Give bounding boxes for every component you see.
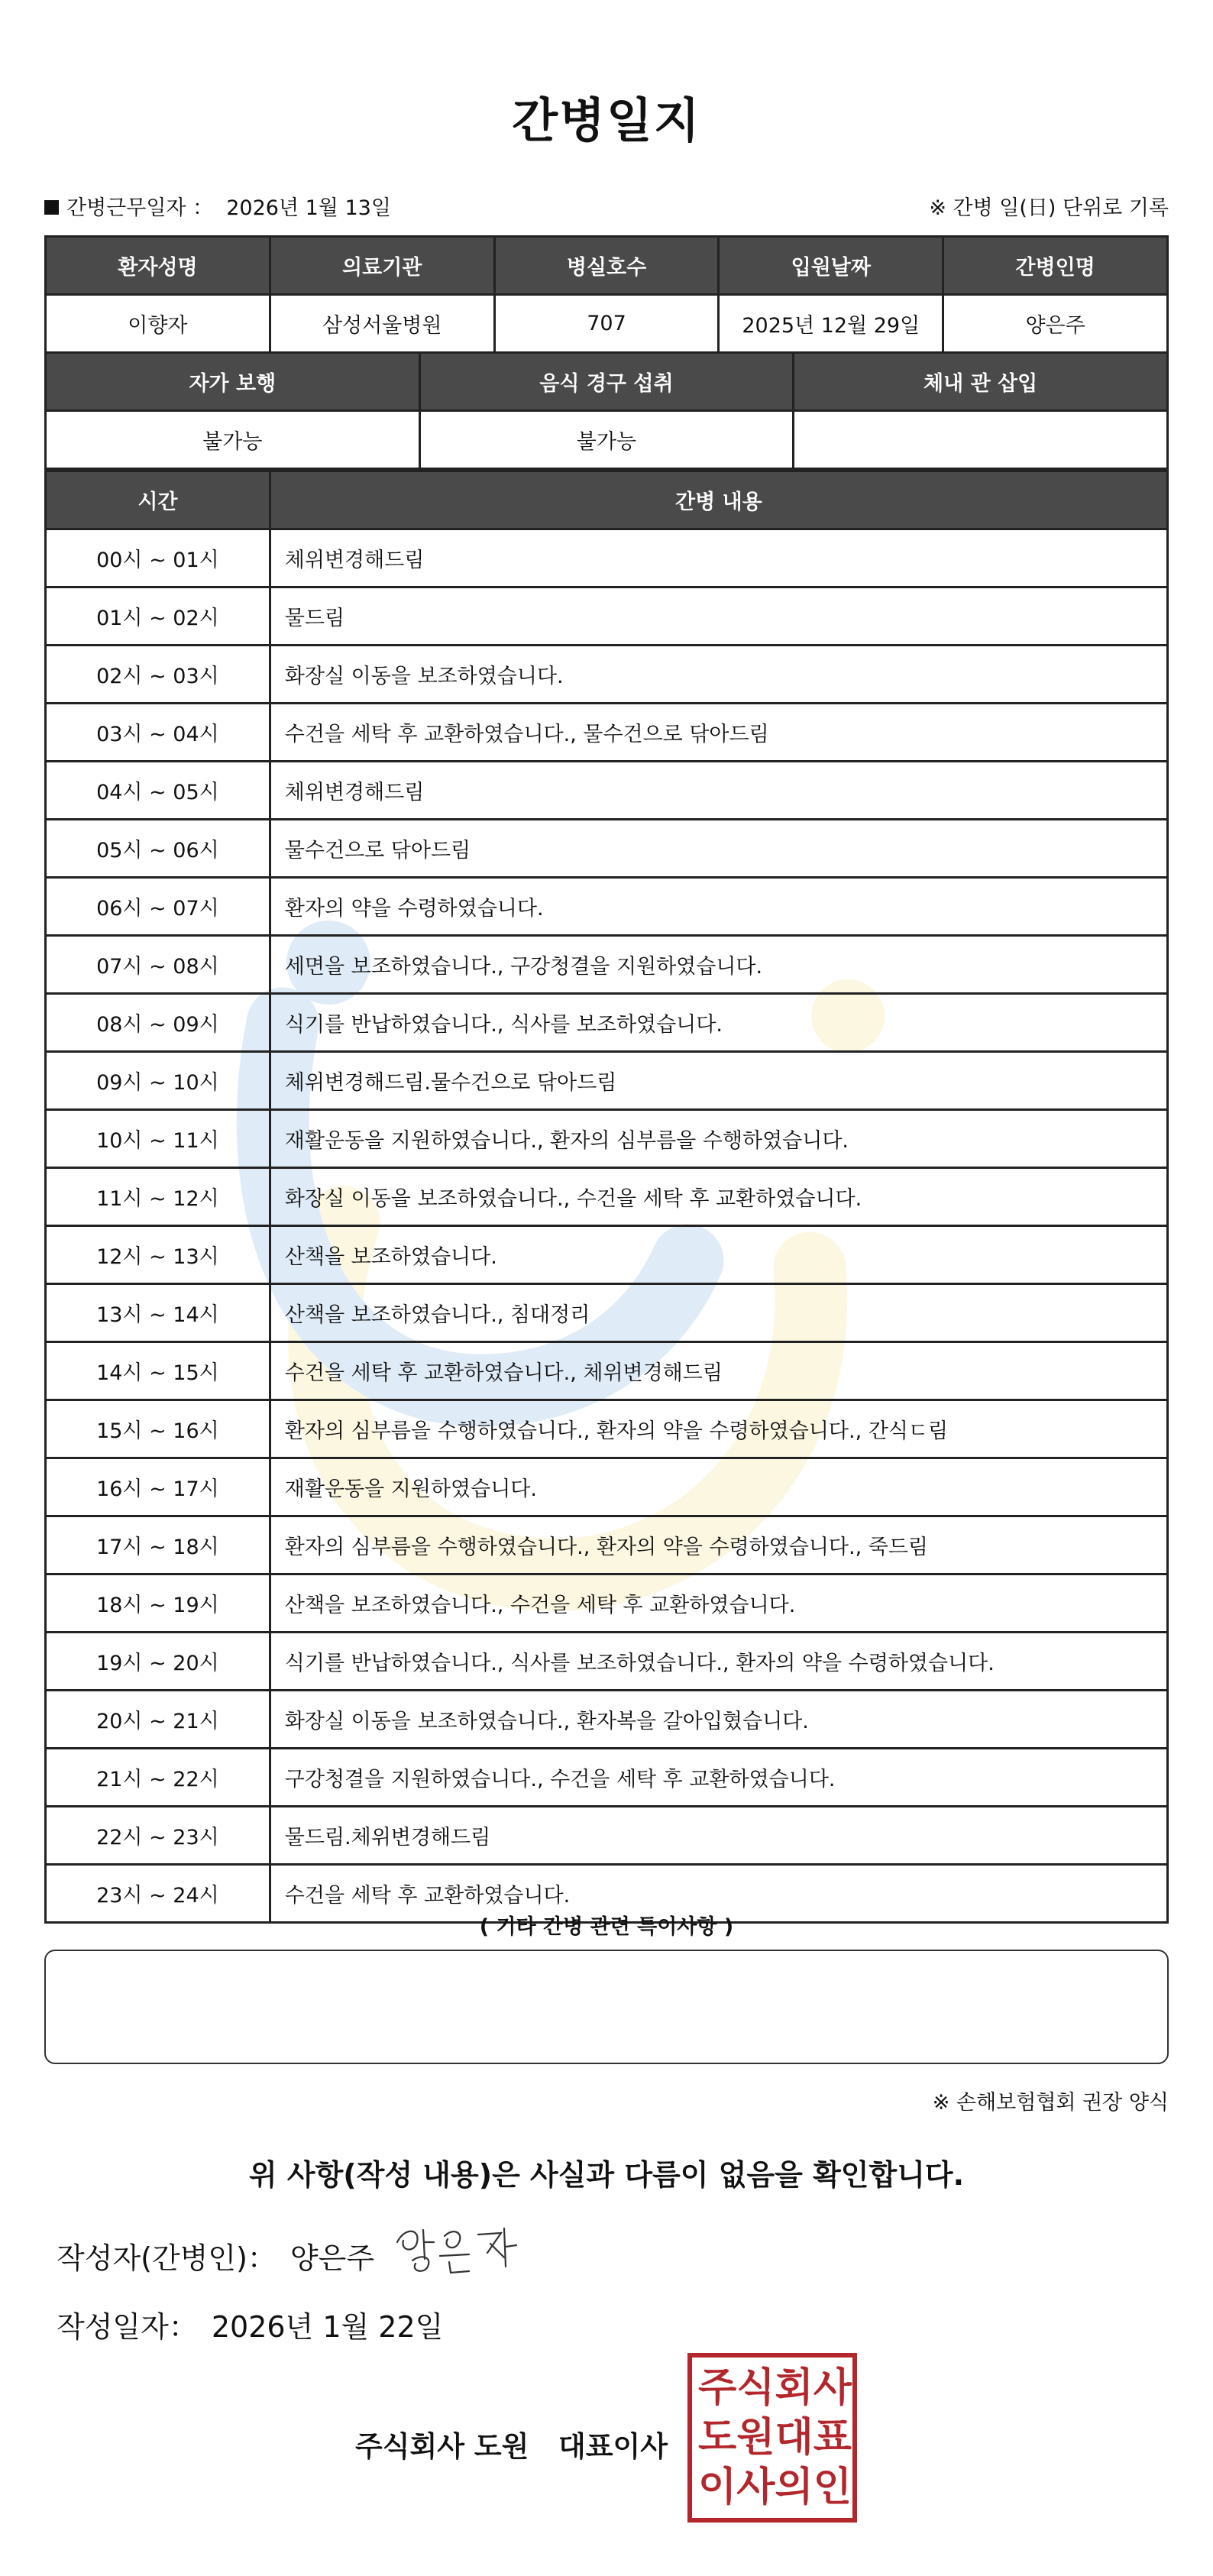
care-content: 체위변경해드림: [270, 529, 1167, 587]
care-content: 산책을 보조하였습니다.: [270, 1226, 1167, 1284]
header-hospital: 의료기관: [270, 237, 494, 295]
time-slot: 14시 ~ 15시: [46, 1342, 270, 1400]
seal-char: 주: [698, 2365, 737, 2412]
time-slot: 19시 ~ 20시: [46, 1633, 270, 1691]
status-value-row: [46, 411, 1168, 469]
table-row: [46, 1342, 1168, 1400]
care-content: 화장실 이동을 보조하였습니다.: [270, 646, 1167, 704]
care-content: 환자의 약을 수령하였습니다.: [270, 878, 1167, 936]
care-log-header-row: [46, 471, 1168, 529]
writer-name: 양은주: [290, 2241, 375, 2275]
record-note: ※ 간병 일(日) 단위로 기록: [929, 196, 1169, 220]
square-bullet-icon: [44, 200, 59, 215]
table-row: [46, 878, 1168, 936]
header-oral-intake: 음식 경구 섭취: [419, 353, 794, 411]
notes-title: ( 기타 간병 관련 특이사항 ): [479, 1915, 734, 1939]
time-slot: 08시 ~ 09시: [46, 994, 270, 1052]
header-time: 시간: [46, 471, 270, 529]
work-date: [44, 191, 391, 221]
header-self-walking: 자가 보행: [46, 353, 420, 411]
header-care-content: 간병 내용: [270, 471, 1167, 529]
meta-row: [44, 191, 1169, 222]
patient-status-table: [44, 351, 1169, 470]
header-tube-insertion: 체내 관 삽입: [794, 353, 1168, 411]
table-row: [46, 1691, 1168, 1749]
company-name: 주식회사 도원 대표이사: [355, 2430, 668, 2463]
work-date-label: 간병근무일자 ：: [66, 196, 214, 220]
time-slot: 10시 ~ 11시: [46, 1110, 270, 1168]
page-title: 간병일지: [512, 92, 701, 148]
care-content: 식기를 반납하였습니다., 식사를 보조하였습니다., 환자의 약을 수령하였습니다.: [270, 1633, 1167, 1691]
time-slot: 07시 ~ 08시: [46, 936, 270, 994]
status-header-row: [46, 353, 1168, 411]
table-row: [46, 1807, 1168, 1865]
table-row: [46, 1458, 1168, 1516]
table-row: [46, 1052, 1168, 1110]
care-content: 화장실 이동을 보조하였습니다., 환자복을 갈아입혔습니다.: [270, 1691, 1167, 1749]
confirmation-statement: 위 사항(작성 내용)은 사실과 다름이 없음을 확인합니다.: [248, 2158, 965, 2192]
handwritten-signature: [390, 2219, 527, 2280]
care-content: 세면을 보조하였습니다., 구강청결을 지원하였습니다.: [270, 936, 1167, 994]
table-row: [46, 587, 1168, 646]
time-slot: 15시 ~ 16시: [46, 1400, 270, 1458]
care-content: 환자의 심부름을 수행하였습니다., 환자의 약을 수령하였습니다., 죽드림: [270, 1516, 1167, 1574]
work-date-value: 2026년 1월 13일: [226, 196, 391, 220]
care-content: 체위변경해드림: [270, 762, 1167, 820]
table-row: [46, 1574, 1168, 1633]
seal-char: 회: [775, 2365, 814, 2412]
table-row: [46, 994, 1168, 1052]
care-content: 수건을 세탁 후 교환하였습니다., 물수건으로 닦아드림: [270, 704, 1167, 762]
care-content: 산책을 보조하였습니다., 침대정리: [270, 1284, 1167, 1342]
self-walking-value: 불가능: [46, 411, 420, 469]
header-caregiver-name: 간병인명: [943, 237, 1168, 295]
time-slot: 18시 ~ 19시: [46, 1574, 270, 1633]
recommendation-note: ※ 손해보험협회 권장 양식: [932, 2091, 1169, 2115]
time-slot: 21시 ~ 22시: [46, 1749, 270, 1807]
time-slot: 13시 ~ 14시: [46, 1284, 270, 1342]
table-row: [46, 1168, 1168, 1226]
care-content: 구강청결을 지원하였습니다., 수건을 세탁 후 교환하였습니다.: [270, 1749, 1167, 1807]
table-row: [46, 820, 1168, 878]
patient-info-value-row: [46, 295, 1168, 353]
table-row: [46, 1749, 1168, 1807]
seal-characters: [698, 2364, 852, 2512]
time-slot: 05시 ~ 06시: [46, 820, 270, 878]
care-content: 체위변경해드림.물수건으로 닦아드림: [270, 1052, 1167, 1110]
table-row: [46, 1516, 1168, 1574]
time-slot: 09시 ~ 10시: [46, 1052, 270, 1110]
seal-char: 인: [813, 2464, 852, 2510]
seal-char: 표: [813, 2414, 852, 2461]
time-slot: 00시 ~ 01시: [46, 529, 270, 587]
time-slot: 20시 ~ 21시: [46, 1691, 270, 1749]
time-slot: 22시 ~ 23시: [46, 1807, 270, 1865]
patient-info-table: [44, 235, 1169, 354]
seal-char: 식: [736, 2365, 775, 2412]
time-slot: 02시 ~ 03시: [46, 646, 270, 704]
care-content: 재활운동을 지원하였습니다., 환자의 심부름을 수행하였습니다.: [270, 1110, 1167, 1168]
table-row: [46, 762, 1168, 820]
care-content: 수건을 세탁 후 교환하였습니다.: [270, 1865, 1167, 1923]
care-content: 환자의 심부름을 수행하였습니다., 환자의 약을 수령하였습니다., 간식ㄷ림: [270, 1400, 1167, 1458]
care-content: 물수건으로 닦아드림: [270, 820, 1167, 878]
seal-char: 사: [813, 2365, 852, 2412]
time-slot: 12시 ~ 13시: [46, 1226, 270, 1284]
care-log-body: [46, 529, 1168, 1923]
table-row: [46, 1110, 1168, 1168]
time-slot: 03시 ~ 04시: [46, 704, 270, 762]
time-slot: 17시 ~ 18시: [46, 1516, 270, 1574]
header-patient-name: 환자성명: [46, 237, 270, 295]
writer-label: 작성자(간병인)：: [57, 2241, 277, 2275]
oral-intake-value: 불가능: [419, 411, 794, 469]
care-content: 재활운동을 지원하였습니다.: [270, 1458, 1167, 1516]
time-slot: 04시 ~ 05시: [46, 762, 270, 820]
seal-char: 이: [698, 2464, 737, 2510]
special-notes-box: [44, 1950, 1169, 2064]
care-content: 수건을 세탁 후 교환하였습니다., 체위변경해드림: [270, 1342, 1167, 1400]
table-row: [46, 1226, 1168, 1284]
table-row: [46, 936, 1168, 994]
time-slot: 16시 ~ 17시: [46, 1458, 270, 1516]
header-room-number: 병실호수: [494, 237, 719, 295]
caregiver-name: 양은주: [943, 295, 1168, 353]
table-row: [46, 529, 1168, 587]
tube-insertion-value: [794, 411, 1168, 469]
patient-name: 이향자: [46, 295, 270, 353]
admission-date: 2025년 12월 29일: [719, 295, 943, 353]
time-slot: 01시 ~ 02시: [46, 587, 270, 646]
time-slot: 11시 ~ 12시: [46, 1168, 270, 1226]
patient-info-header-row: [46, 237, 1168, 295]
room-number: 707: [494, 295, 719, 353]
header-admission-date: 입원날짜: [719, 237, 943, 295]
seal-char: 원: [736, 2414, 775, 2461]
table-row: [46, 1400, 1168, 1458]
time-slot: 06시 ~ 07시: [46, 878, 270, 936]
written-date-line: [57, 2303, 443, 2345]
written-date-value: 2026년 1월 22일: [211, 2310, 444, 2344]
care-content: 화장실 이동을 보조하였습니다., 수건을 세탁 후 교환하였습니다.: [270, 1168, 1167, 1226]
seal-char: 도: [698, 2414, 737, 2461]
hospital-name: 삼성서울병원: [270, 295, 494, 353]
care-content: 식기를 반납하였습니다., 식사를 보조하였습니다.: [270, 994, 1167, 1052]
table-row: [46, 646, 1168, 704]
written-date-label: 작성일자：: [57, 2310, 198, 2344]
time-slot: 23시 ~ 24시: [46, 1865, 270, 1923]
writer-line: [57, 2235, 374, 2277]
care-log-table: [44, 470, 1169, 1924]
company-seal: [687, 2353, 857, 2523]
care-content: 물드림: [270, 587, 1167, 646]
table-row: [46, 704, 1168, 762]
seal-char: 의: [775, 2464, 814, 2510]
seal-char: 대: [775, 2414, 814, 2461]
care-content: 물드림.체위변경해드림: [270, 1807, 1167, 1865]
table-row: [46, 1633, 1168, 1691]
seal-char: 사: [736, 2464, 775, 2510]
care-content: 산책을 보조하였습니다., 수건을 세탁 후 교환하였습니다.: [270, 1574, 1167, 1633]
table-row: [46, 1284, 1168, 1342]
